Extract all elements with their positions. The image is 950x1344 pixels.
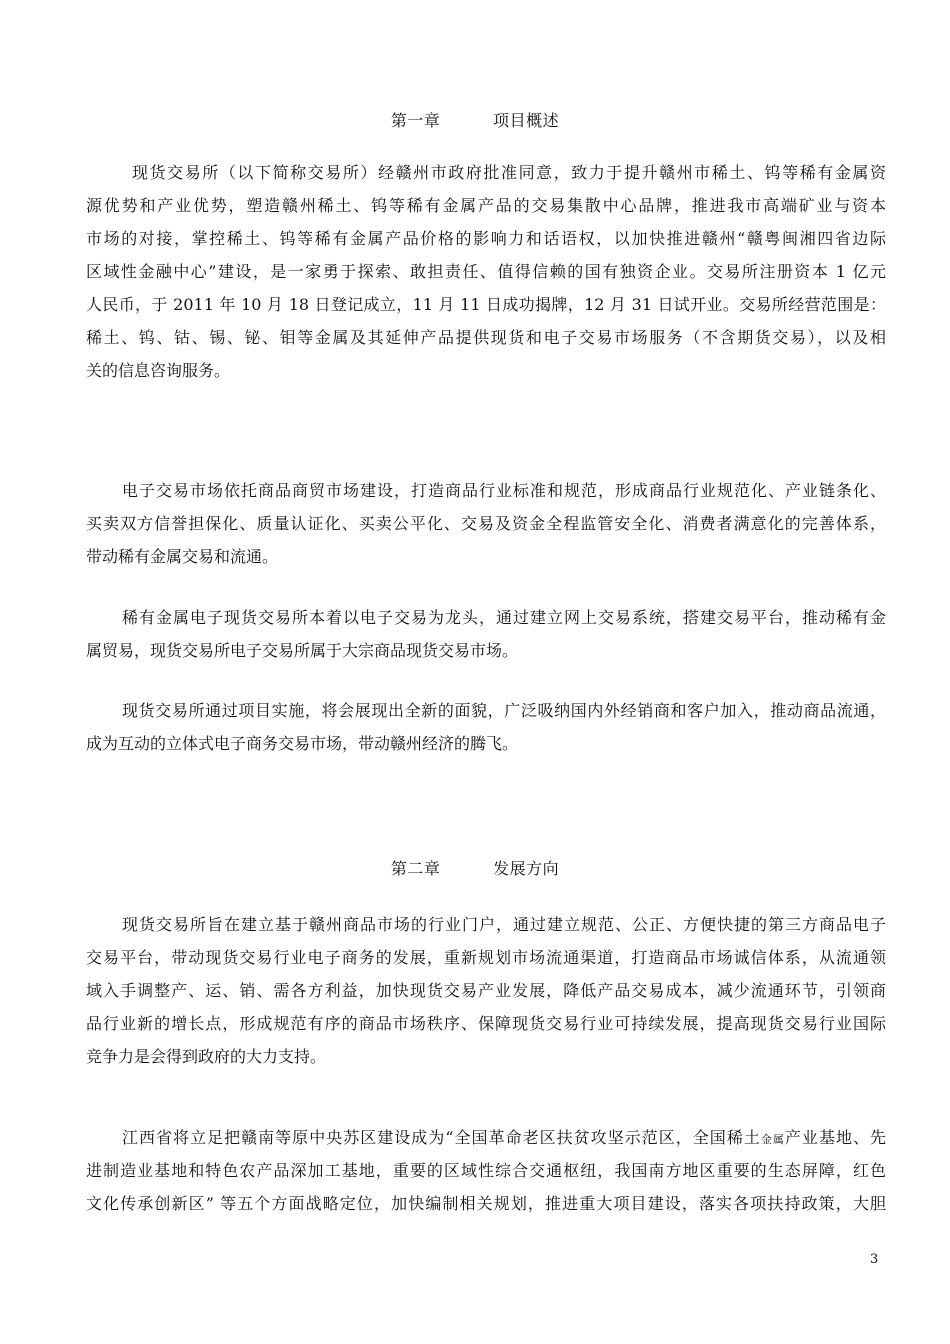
- text-line: 属贸易，现货交易所电子交易所属于大宗商品现货交易市场。: [86, 641, 519, 660]
- text-line: 竞争力是会得到政府的大力支持。: [86, 1047, 327, 1066]
- text-line: 现货交易所通过项目实施，将会展现出全新的面貌，广泛吸纳国内外经销商和客户加入，推动商品流通，: [122, 701, 886, 720]
- page-number: 3: [870, 1252, 879, 1267]
- text-line: 成为互动的立体式电子商务交易市场，带动赣州经济的腾飞。: [86, 734, 519, 753]
- text-line: 稀土、钨、钴、锡、铋、钼等金属及其延伸产品提供现货和电子交易市场服务（不含期货交易），以及相: [86, 328, 886, 347]
- text-line: [86, 1121, 886, 1154]
- chapter-1-paragraph-1: [86, 156, 886, 387]
- chapter-2-title: 第二章 发展方向: [390, 859, 560, 878]
- small-text-segment: 金属: [760, 1133, 785, 1146]
- chapter-1-title: 第一章 项目概述: [390, 111, 560, 130]
- chapter-2-paragraph-2: [86, 1121, 886, 1220]
- text-segment: 产业基地、先: [784, 1128, 886, 1147]
- text-line: 域入手调整产、运、销、需各方利益，加快现货交易产业发展，降低产品交易成本，减少流通环节，引领商: [86, 981, 886, 1000]
- text-line: 文化传承创新区” 等五个方面战略定位，加快编制相关规划，推进重大项目建设，落实各项扶持政策，大胆: [86, 1194, 886, 1213]
- chapter-1-paragraph-2: [86, 474, 886, 573]
- text-line: 电子交易市场依托商品商贸市场建设，打造商品行业标准和规范，形成商品行业规范化、产业链条化、: [122, 481, 886, 500]
- text-line: 人民币，于 2011 年 10 月 18 日登记成立，11 月 11 日成功揭牌，12 月 31 日试开业。交易所经营范围是：: [86, 295, 886, 314]
- text-line: 现货交易所（以下简称交易所）经赣州市政府批准同意，致力于提升赣州市稀土、钨等稀有金属资: [132, 163, 886, 182]
- text-line: 品行业新的增长点，形成规范有序的商品市场秩序、保障现货交易行业可持续发展，提高现货交易行业国际: [86, 1014, 886, 1033]
- text-line: 区域性金融中心”建设，是一家勇于探索、敢担责任、值得信赖的国有独资企业。交易所注册资本 1 亿元: [86, 262, 886, 281]
- text-line: 关的信息咨询服务。: [86, 361, 231, 380]
- text-line: 交易平台，带动现货交易行业电子商务的发展，重新规划市场流通渠道，打造商品市场诚信体系，从流通领: [86, 948, 886, 967]
- chapter-1-paragraph-3: [86, 601, 886, 667]
- text-line: 源优势和产业优势，塑造赣州稀土、钨等稀有金属产品的交易集散中心品牌，推进我市高端矿业与资本: [86, 196, 886, 215]
- text-line: 现货交易所旨在建立基于赣州商品市场的行业门户，通过建立规范、公正、方便快捷的第三方商品电子: [122, 915, 886, 934]
- text-line: 带动稀有金属交易和流通。: [86, 547, 279, 566]
- chapter-1-paragraph-4: [86, 694, 886, 760]
- text-line: 稀有金属电子现货交易所本着以电子交易为龙头，通过建立网上交易系统，搭建交易平台，推动稀有金: [122, 608, 886, 627]
- chapter-2-paragraph-1: [86, 908, 886, 1073]
- text-segment: 江西省将立足把赣南等原中央苏区建设成为“全国革命老区扶贫攻坚示范区，全国稀土: [122, 1128, 761, 1147]
- text-line: 市场的对接，掌控稀土、钨等稀有金属产品价格的影响力和话语权，以加快推进赣州“赣粤闽湘四省边际: [86, 229, 886, 248]
- text-line: 买卖双方信誉担保化、质量认证化、买卖公平化、交易及资金全程监管安全化、消费者满意化的完善体系，: [86, 514, 886, 533]
- text-line: 进制造业基地和特色农产品深加工基地，重要的区域性综合交通枢纽，我国南方地区重要的生态屏障，红色: [86, 1161, 886, 1180]
